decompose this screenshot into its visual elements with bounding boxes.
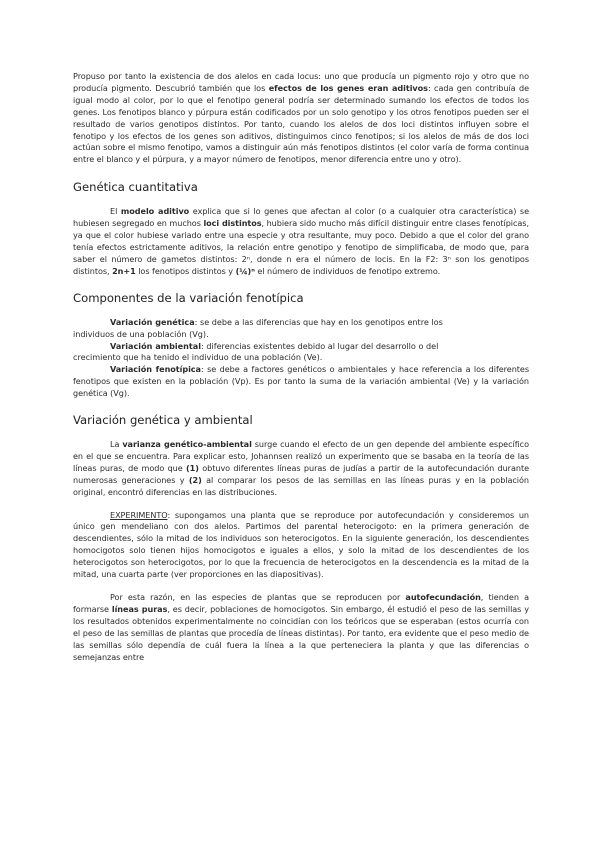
heading-componentes-variacion: Componentes de la variación fenotípica xyxy=(73,290,304,305)
autofecundacion-paragraph xyxy=(73,592,529,663)
text: el número de individuos de fenotipo extremo. xyxy=(254,265,441,276)
text: obtuvo diferentes líneas puras de judías a partir de la autofecundación durante numerosas generaciones y xyxy=(73,462,530,485)
variacion-ambiental-line xyxy=(110,341,529,353)
text: los fenotipos distintos y xyxy=(135,265,236,276)
modelo-aditivo-paragraph xyxy=(73,206,529,277)
variacion-genetica-line xyxy=(110,317,529,329)
text: , tienden a formarse xyxy=(73,592,529,614)
bold-text: líneas puras xyxy=(111,603,168,614)
text: : se debe a factores genéticos o ambientales y hace referencia a los diferentes fenotipos que existen en la población (Vp). Es por tanto la suma de la variación ambiental (Ve) y la variación genética (Vg). xyxy=(73,364,530,399)
text: , es decir, poblaciones de homocigotos. Sin embargo, él estudió el peso de las semillas y los resultados obtenidos experimentalmente no coincidían con los teóricos que se esperaban (estos ocurría con el peso de las semillas de plantas que procedía de líneas distintas). Por tanto, era evidente que el peso medio de las semillas sólo dependía de cuál fuera la línea a la que perteneciera la planta y que las diferencias o semejanzas entre xyxy=(73,603,529,662)
bold-text: (1) xyxy=(186,462,199,473)
components-list xyxy=(73,317,529,365)
heading-genetica-cuantitativa: Genética cuantitativa xyxy=(73,180,198,195)
experimento-paragraph xyxy=(73,510,529,581)
text: , hubiera sido mucho más difícil distinguir entre clases fenotípicas, ya que el color hubiese variado entre una especie y otra resultante, muy poco. Debido a que el color del grano tenía efectos estrictamente aditivos, la relación entre genotipo y fenotipo de simplificaba, de modo que, para saber el número de gametos distintos: 2ⁿ, donde n era el número de locis. En la F2: 3ⁿ son los genotipos distintos, xyxy=(73,218,529,276)
bold-text: varianza genético-ambiental xyxy=(122,439,252,450)
heading-variacion-genetica-ambiental: Variación genética y ambiental xyxy=(73,413,253,428)
bold-text: efectos de los genes eran aditivos xyxy=(268,82,428,93)
bold-text: modelo aditivo xyxy=(120,206,190,217)
document-page xyxy=(73,71,529,663)
text: : cada gen contribuía de igual modo al color, por lo que el fenotipo general podría ser determinado sumando los efectos de todos los genes. Los fenotipos blanco y púrpura están codificados por un solo genotipo y los otros fenotipos pueden ser el resultado de varios genotipos distintos. Por tanto, cuando los alelos de dos loci distintos influyen sobre el fenotipo y los efectos de los genes son aditivos, distinguimos cinco fenotipos; si los alelos de más de dos loci actúan sobre el mismo fenotipo, vamos a distinguir aún más fenotipos distintos (el color varía de forma continua entre el blanco y el púrpura, y a mayor número de fenotipos, menor diferencia entre uno y otro). xyxy=(73,82,530,165)
text: individuos de una población (Vg). xyxy=(73,328,209,339)
bold-text: Variación ambiental xyxy=(110,340,202,351)
text: Por esta razón, en las especies de plantas que se reproducen por xyxy=(110,592,406,602)
text: : se debe a las diferencias que hay en los genotipos entre los xyxy=(194,316,443,327)
bold-text: Variación fenotípica xyxy=(110,364,201,375)
text: al comparar los pesos de las semillas en las líneas puras y en la población original, encontró diferencias en las distribuciones. xyxy=(73,474,529,497)
text: El xyxy=(110,206,121,217)
bold-text: (2) xyxy=(188,474,202,485)
varianza-paragraph xyxy=(73,439,529,499)
text: surge cuando el efecto de un gen depende del ambiente específico en el que se encuentra. Para explicar esto, Johannsen realizó un experimento que se basaba en la teoría de las líneas puras, de modo que xyxy=(73,439,529,473)
intro-paragraph xyxy=(73,71,529,166)
text: : supongamos una planta que se reproduce por autofecundación y consideremos un único gen mendeliano con dos alelos. Partimos del parental heterocigoto: en la primera generación de descendientes, sólo la mitad de los individuos son heterocigotos. En la siguiente generación, los descendientes homocigotos solo tienen hijos homocigotos e iguales a ellos, y solo la mitad de los descendientes de los heterocigotos son heterocigotos, por lo que la frecuencia de heterocigotos en la descendencia es la mitad de la mitad, una cuarta parte (ver proporciones en las diapositivas). xyxy=(73,509,529,580)
text: : diferencias existentes debido al lugar del desarrollo o del xyxy=(201,340,439,351)
text: La xyxy=(110,439,123,450)
bold-text: loci distintos xyxy=(203,218,262,229)
bold-text: autofecundación xyxy=(405,592,481,602)
text: explica que si lo genes que afectan al color (o a cualquier otra característica) se hubiesen segregado en muchos xyxy=(73,206,530,229)
text: Propuso por tanto la existencia de dos alelos en cada locus: uno que producía un pigmento rojo y otro que no producía pigmento. Descubrió también que los xyxy=(73,71,529,93)
bold-text: (¼)ⁿ xyxy=(235,265,255,276)
underlined-text: EXPERIMENTO xyxy=(110,509,168,520)
variacion-fenotipica-paragraph xyxy=(73,364,529,400)
bold-text: Variación genética xyxy=(110,316,195,327)
bold-text: 2n+1 xyxy=(112,265,136,276)
text: crecimiento que ha tenido el individuo de una población (Ve). xyxy=(73,352,323,363)
